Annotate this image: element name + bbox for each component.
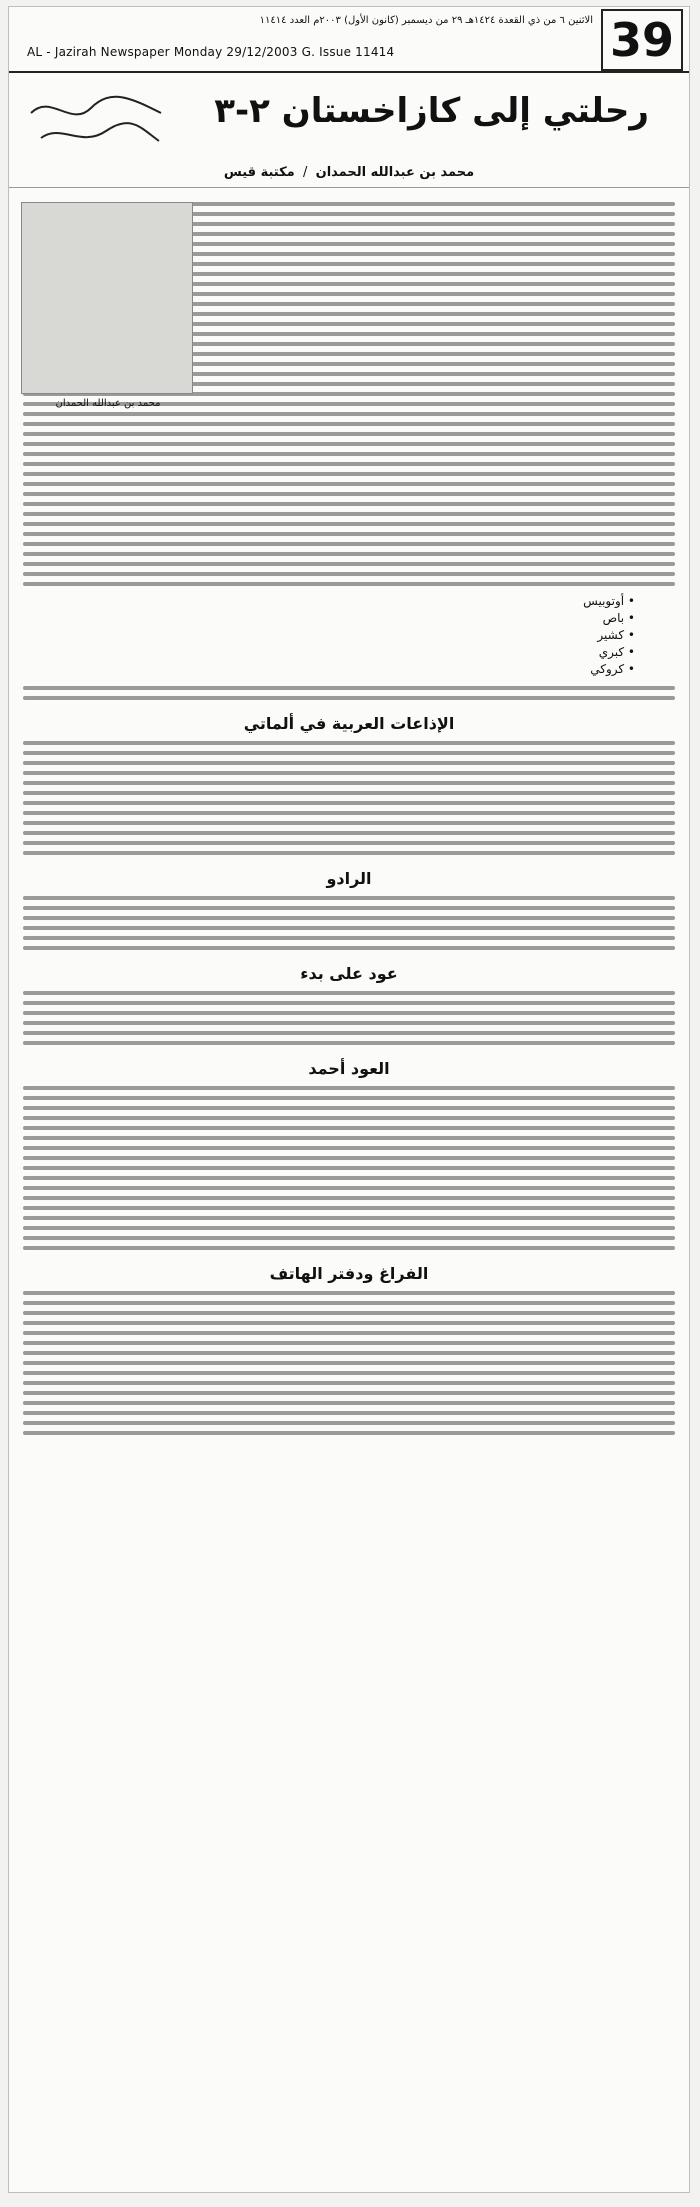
- list-item: • كشير: [23, 628, 635, 642]
- text-block: [23, 382, 675, 586]
- page-number: 39: [601, 9, 683, 71]
- section-heading: الإذاعات العربية في ألماتي: [243, 714, 455, 733]
- author-name: محمد بن عبدالله الحمدان: [315, 165, 475, 180]
- text-block: [23, 741, 675, 855]
- text-block: [23, 1291, 675, 1435]
- article-body: [9, 188, 689, 1435]
- list-item: • أوتوبيس: [23, 594, 635, 608]
- list-item: • كروكي: [23, 662, 635, 676]
- author-photo: [21, 202, 193, 394]
- newspaper-page: [8, 6, 690, 2193]
- section-heading: الرادو: [326, 869, 372, 888]
- text-block: [23, 686, 675, 700]
- text-block: [23, 1086, 675, 1250]
- english-dateline: AL - Jazirah Newspaper Monday 29/12/2003 G. Issue 11414: [27, 45, 395, 59]
- text-block: [23, 991, 675, 1045]
- list-item: • كبري: [23, 645, 635, 659]
- photo-caption: محمد بن عبدالله الحمدان: [55, 398, 161, 409]
- section-heading: الفراغ ودفتر الهاتف: [269, 1264, 429, 1283]
- handwritten-annotation: [21, 83, 171, 153]
- author-affiliation: مكتبة قيس: [223, 165, 295, 180]
- arabic-dateline: الاثنين ٦ من ذي القعدة ١٤٢٤هـ ٢٩ من ديسمبر (كانون الأول) ٢٠٠٣م العدد ١١٤١٤: [259, 15, 593, 26]
- loanword-list: [23, 594, 675, 676]
- page-header: [9, 7, 689, 73]
- title-row: [9, 73, 689, 159]
- article-title: رحلتي إلى كازاخستان ٢-٣: [214, 91, 649, 131]
- section-heading: العود أحمد: [308, 1059, 390, 1078]
- author-photo-box: [23, 202, 193, 409]
- section-heading: عود على بدء: [300, 964, 398, 983]
- byline: محمد بن عبدالله الحمدان / مكتبة قيس: [9, 159, 689, 188]
- text-block: [23, 896, 675, 950]
- list-item: • باص: [23, 611, 635, 625]
